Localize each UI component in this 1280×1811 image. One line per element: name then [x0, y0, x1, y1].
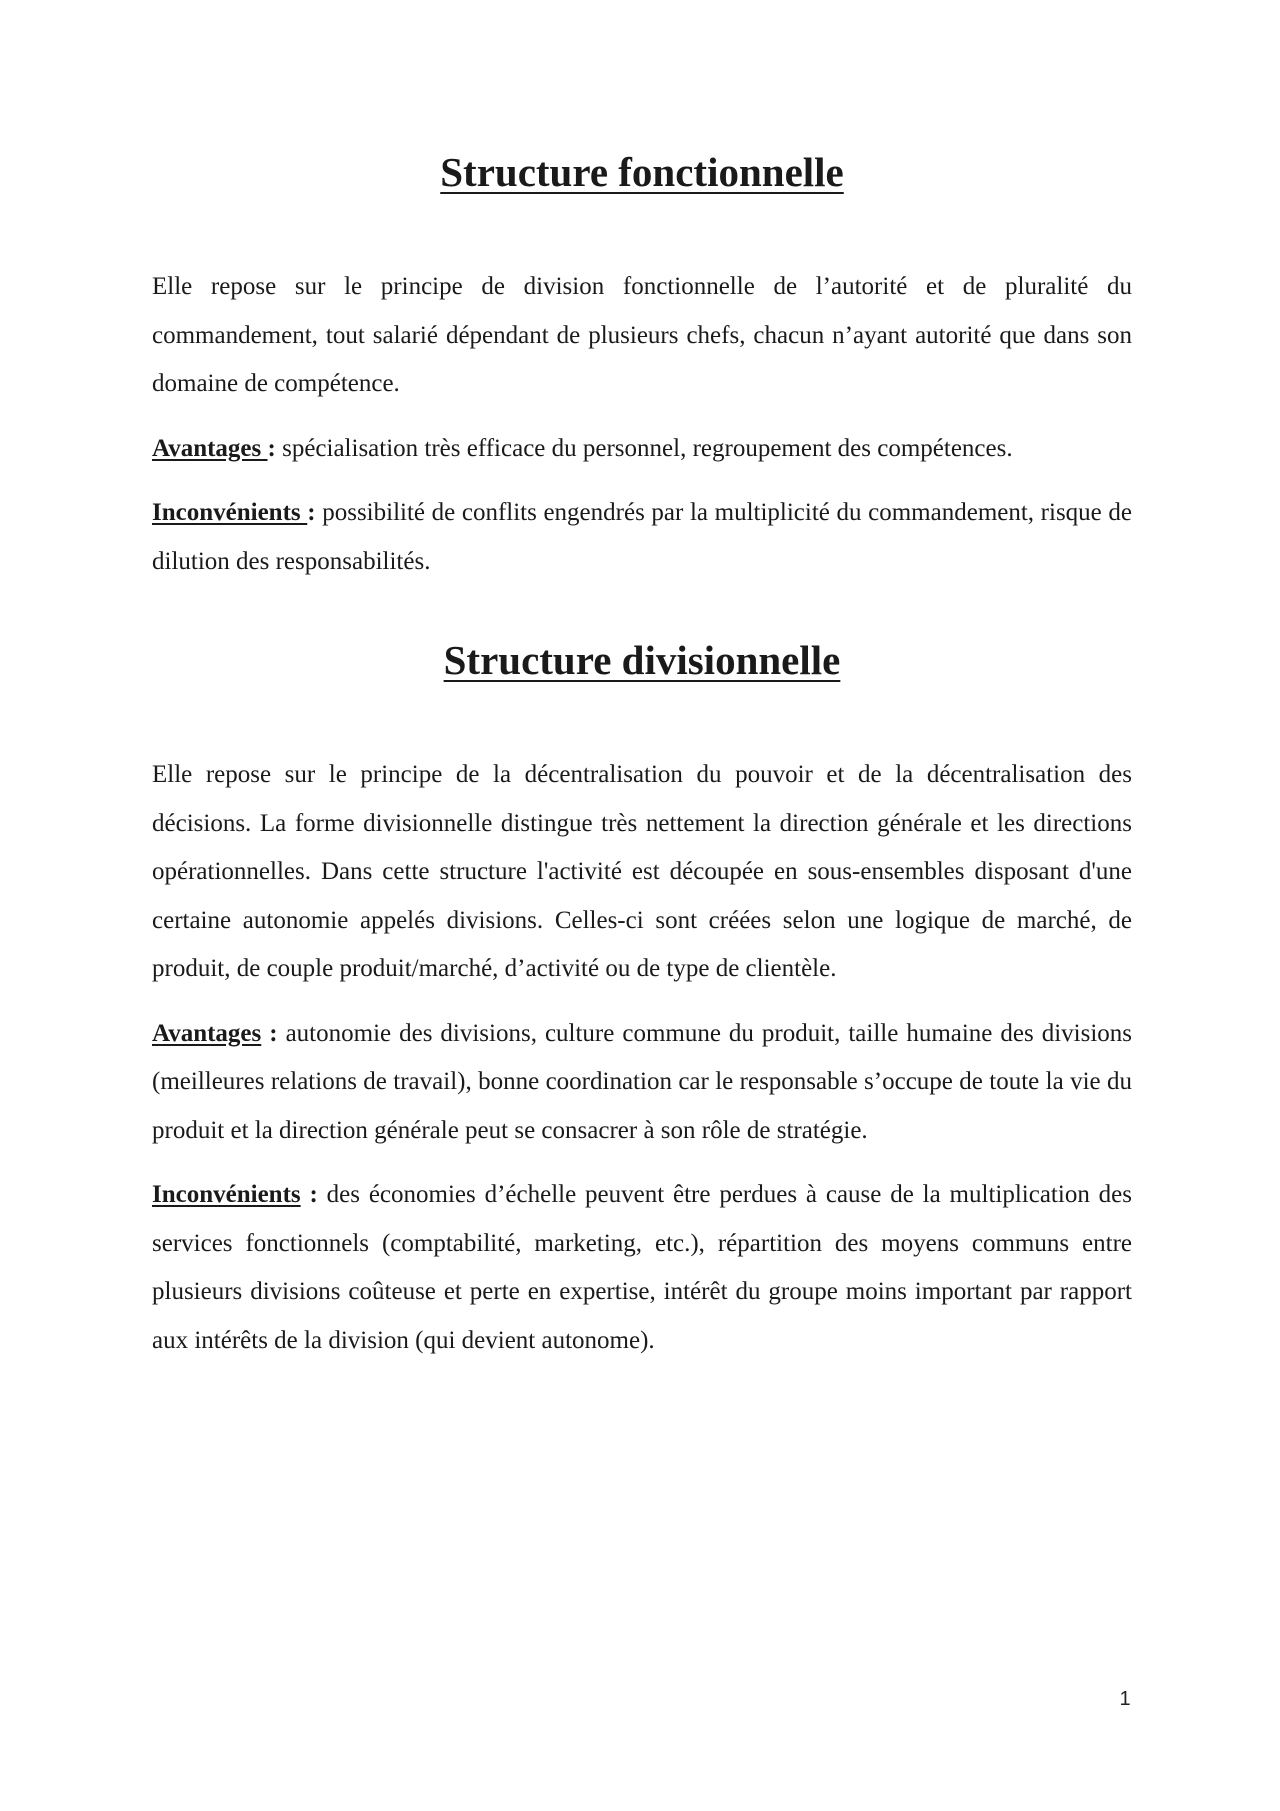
section-functional-description: Elle repose sur le principe de division fonctionnelle de l’autorité et de pluralité du commandement, tout salarié dépendant de plusieurs chefs, chacun n’ayant autorité que dans son domaine de compétence. [152, 273, 1132, 398]
drawbacks-text: des économies d’échelle peuvent être perdues à cause de la multiplication des services fonctionnels (comptabilité, marketing, etc.), répartition des moyens communs entre plusieurs divisions coûteuse et perte en expertise, intérêt du groupe moins important par rapport aux intérêts de la division (qui devient autonome). [152, 1181, 1132, 1354]
section-functional-drawbacks [152, 489, 1132, 586]
advantages-text: spécialisation très efficace du personnel, regroupement des compétences. [275, 434, 1013, 462]
page-number: 1 [1119, 1688, 1131, 1710]
advantages-label: Avantages [152, 434, 268, 462]
document-body [152, 148, 1132, 1381]
advantages-text: autonomie des divisions, culture commune du produit, taille humaine des divisions (meilleures relations de travail), bonne coordination car le responsable s’occupe de toute la vie du produit et la direction générale peut se consacrer à son rôle de stratégie. [152, 1019, 1133, 1144]
drawbacks-label: Inconvénients [152, 499, 308, 527]
drawbacks-text: possibilité de conflits engendrés par la multiplicité du commandement, risque de dilution des responsabilités. [152, 499, 1132, 575]
section-divisional-description: Elle repose sur le principe de la décentralisation du pouvoir et de la décentralisation des décisions. La forme divisionnelle distingue très nettement la direction générale et les directions opérationnelles. Dans cette structure l'activité est découpée en sous-ensembles disposant d'une certaine autonomie appelés divisions. Celles-ci sont créées selon une logique de marché, de produit, de couple produit/marché, d’activité ou de type de clientèle. [152, 761, 1132, 983]
drawbacks-colon: : [300, 1181, 318, 1209]
section-functional-advantages [152, 425, 1132, 474]
drawbacks-colon: : [307, 499, 316, 527]
advantages-label: Avantages [152, 1019, 262, 1047]
section-divisional-advantages [152, 1010, 1132, 1156]
section-title-divisional: Structure divisionnelle [443, 637, 841, 684]
section-divisional-drawbacks [152, 1171, 1132, 1365]
advantages-colon: : [261, 1019, 278, 1047]
section-title-functional: Structure fonctionnelle [440, 149, 844, 195]
advantages-colon: : [267, 434, 276, 462]
drawbacks-label: Inconvénients [152, 1181, 301, 1209]
